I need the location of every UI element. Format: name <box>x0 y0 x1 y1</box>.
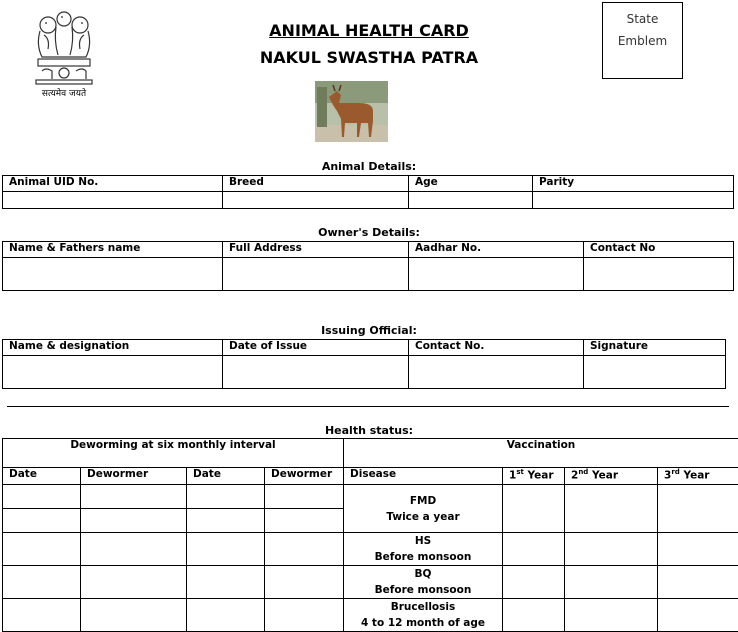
column-header-year-1: 1st Year <box>503 468 565 485</box>
column-header: Name & designation <box>3 340 223 356</box>
issuing-official-title: Issuing Official: <box>321 324 417 337</box>
column-header: Aadhar No. <box>409 242 584 258</box>
animal-photo <box>315 81 388 142</box>
address-cell[interactable] <box>223 258 409 291</box>
deworm-date-cell[interactable] <box>3 509 81 533</box>
year-3-cell[interactable] <box>658 485 738 533</box>
divider <box>7 406 729 407</box>
column-header: Signature <box>584 340 726 356</box>
deworm-date-cell[interactable] <box>187 599 265 632</box>
deworm-date-cell[interactable] <box>187 485 265 509</box>
table-row <box>3 566 738 599</box>
aadhar-cell[interactable] <box>409 258 584 291</box>
state-emblem-label: State <box>626 12 659 26</box>
dewormer-cell[interactable] <box>265 566 344 599</box>
year-2-cell[interactable] <box>565 599 658 632</box>
state-emblem-box <box>602 2 683 79</box>
year-1-cell[interactable] <box>503 599 565 632</box>
dewormer-cell[interactable] <box>265 485 344 509</box>
health-status-title: Health status: <box>324 424 414 437</box>
deworm-date-cell[interactable] <box>3 485 81 509</box>
year-3-cell[interactable] <box>658 533 738 566</box>
column-header: Date <box>3 468 81 485</box>
column-header: Age <box>409 176 533 192</box>
column-header: Name & Fathers name <box>3 242 223 258</box>
dewormer-cell[interactable] <box>265 509 344 533</box>
year-2-cell[interactable] <box>565 485 658 533</box>
age-cell[interactable] <box>409 192 533 209</box>
official-name-cell[interactable] <box>3 356 223 389</box>
year-3-cell[interactable] <box>658 599 738 632</box>
state-emblem-label-2: Emblem <box>617 34 668 48</box>
column-header: Date of Issue <box>223 340 409 356</box>
deworm-date-cell[interactable] <box>3 566 81 599</box>
parity-cell[interactable] <box>533 192 734 209</box>
disease-note: 4 to 12 month of age <box>360 617 486 629</box>
column-header: Contact No. <box>409 340 584 356</box>
disease-name: HS <box>414 535 432 547</box>
table-row <box>3 599 738 632</box>
breed-cell[interactable] <box>223 192 409 209</box>
disease-note: Before monsoon <box>374 584 472 596</box>
column-header-year-3: 3rd Year <box>658 468 738 485</box>
motto-text: सत्यमेव जयते <box>41 89 87 99</box>
animal-details-title: Animal Details: <box>321 160 417 173</box>
deworm-date-cell[interactable] <box>3 599 81 632</box>
page-subtitle: NAKUL SWASTHA PATRA <box>259 48 479 67</box>
page-title: ANIMAL HEALTH CARD <box>269 21 469 40</box>
table-row <box>3 356 726 389</box>
year-1-cell[interactable] <box>503 566 565 599</box>
column-header: Dewormer <box>81 468 187 485</box>
dewormer-cell[interactable] <box>265 533 344 566</box>
year-2-cell[interactable] <box>565 533 658 566</box>
column-header: Parity <box>533 176 734 192</box>
table-header-row <box>3 468 738 485</box>
dewormer-cell[interactable] <box>81 599 187 632</box>
column-header: Disease <box>344 468 503 485</box>
owner-name-cell[interactable] <box>3 258 223 291</box>
table-header-row <box>3 242 734 258</box>
column-header: Breed <box>223 176 409 192</box>
dewormer-cell[interactable] <box>81 509 187 533</box>
table-group-header-row <box>3 439 738 468</box>
contact-cell[interactable] <box>584 258 734 291</box>
animal-uid-cell[interactable] <box>3 192 223 209</box>
owner-details-table <box>2 241 734 291</box>
table-row <box>3 258 734 291</box>
column-header: Dewormer <box>265 468 344 485</box>
disease-name: Brucellosis <box>390 601 456 613</box>
issue-date-cell[interactable] <box>223 356 409 389</box>
column-header-year-2: 2nd Year <box>565 468 658 485</box>
deworm-date-cell[interactable] <box>3 533 81 566</box>
year-1-cell[interactable] <box>503 485 565 533</box>
disease-cell-brucellosis <box>344 599 503 632</box>
column-header: Contact No <box>584 242 734 258</box>
issuing-official-table <box>2 339 726 389</box>
deworm-date-cell[interactable] <box>187 566 265 599</box>
year-1-cell[interactable] <box>503 533 565 566</box>
disease-cell-hs <box>344 533 503 566</box>
dewormer-cell[interactable] <box>265 599 344 632</box>
disease-name: BQ <box>414 568 432 580</box>
table-header-row <box>3 340 726 356</box>
health-status-table <box>2 438 738 632</box>
disease-cell-bq <box>344 566 503 599</box>
table-row <box>3 192 734 209</box>
dewormer-cell[interactable] <box>81 566 187 599</box>
disease-note: Before monsoon <box>374 551 472 563</box>
animal-details-table <box>2 175 734 209</box>
disease-cell-fmd <box>344 485 503 533</box>
table-row <box>3 533 738 566</box>
column-header: Animal UID No. <box>3 176 223 192</box>
column-header: Full Address <box>223 242 409 258</box>
deworm-date-cell[interactable] <box>187 509 265 533</box>
vaccination-header: Vaccination <box>344 439 738 468</box>
deworming-header: Deworming at six monthly interval <box>3 439 344 468</box>
disease-name: FMD <box>409 494 437 507</box>
owner-details-title: Owner's Details: <box>318 226 420 239</box>
dewormer-cell[interactable] <box>81 533 187 566</box>
year-3-cell[interactable] <box>658 566 738 599</box>
column-header: Date <box>187 468 265 485</box>
dewormer-cell[interactable] <box>81 485 187 509</box>
table-row <box>3 485 738 509</box>
table-header-row <box>3 176 734 192</box>
year-2-cell[interactable] <box>565 566 658 599</box>
official-contact-cell[interactable] <box>409 356 584 389</box>
signature-cell[interactable] <box>584 356 726 389</box>
deworm-date-cell[interactable] <box>187 533 265 566</box>
disease-note: Twice a year <box>386 510 460 523</box>
